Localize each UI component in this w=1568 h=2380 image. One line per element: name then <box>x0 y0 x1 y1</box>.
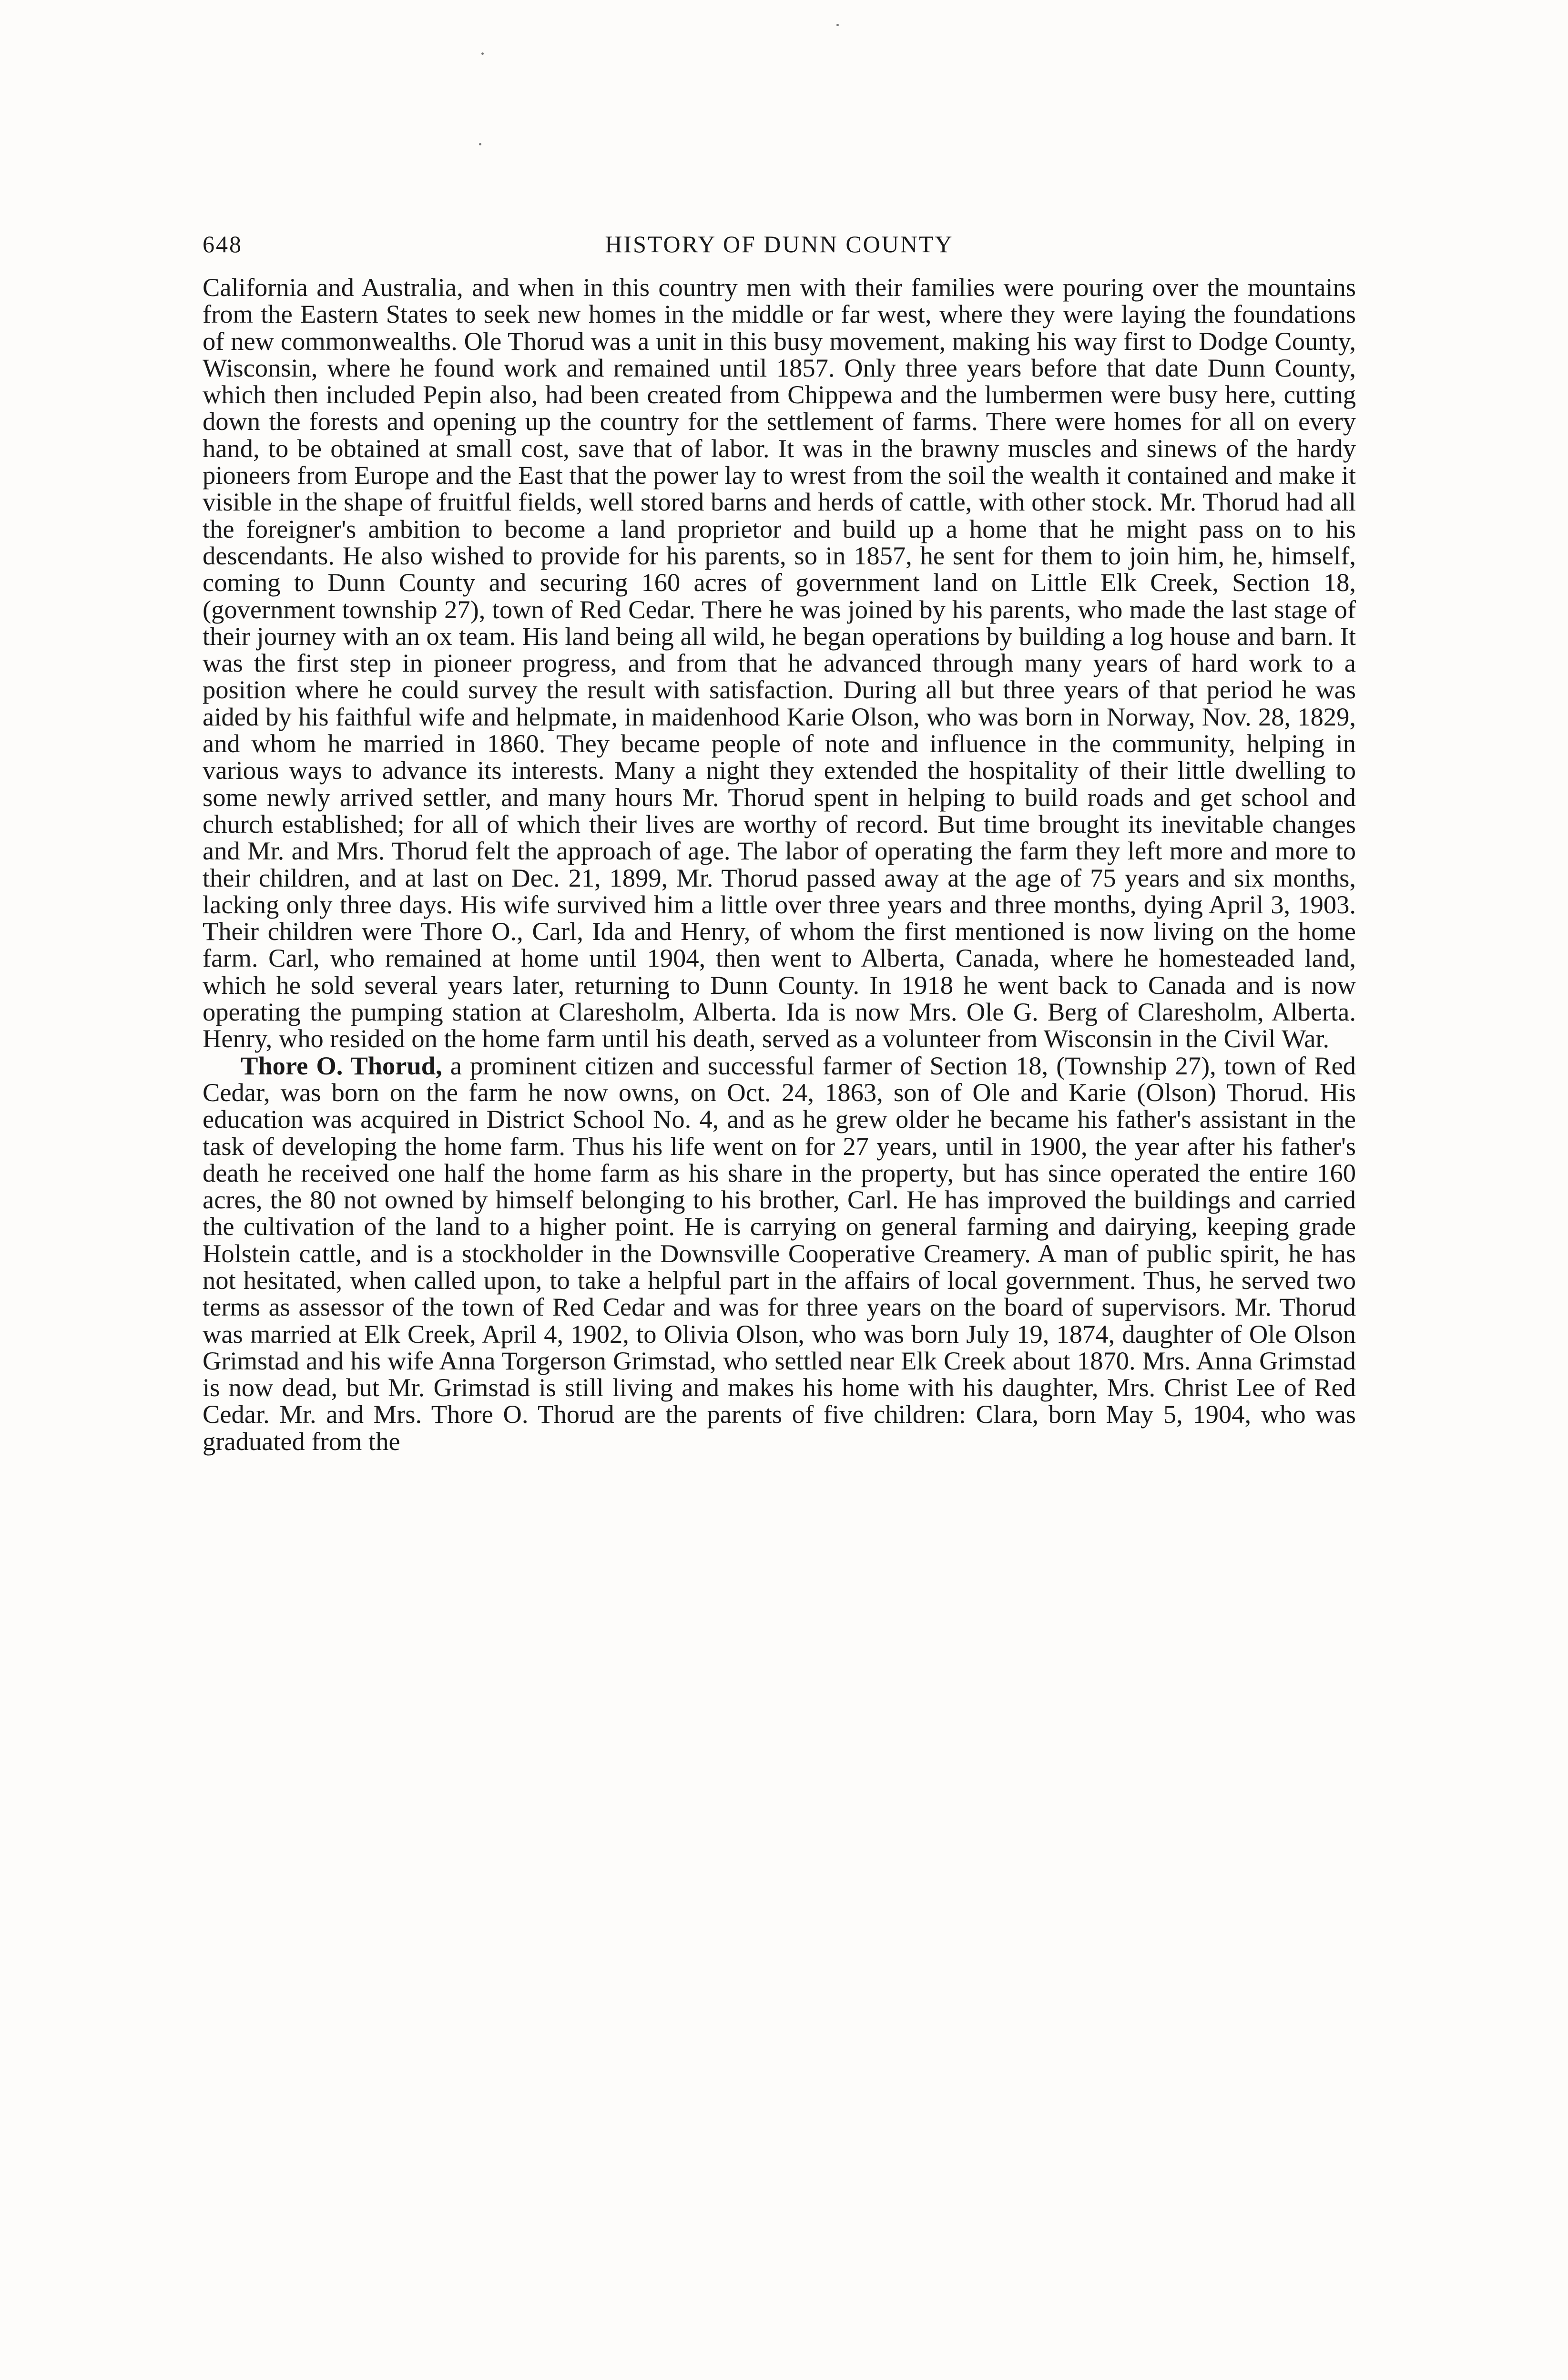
paragraph-thore-thorud <box>203 1052 1356 1455</box>
body-text <box>203 274 1356 1455</box>
page-number: 648 <box>203 231 243 257</box>
book-page <box>203 222 1356 1455</box>
paragraph-thore-thorud-text: a prominent citizen and successful farmer of Section 18, (Township 27), town of Red Cedar, was born on the farm he now owns, on Oct. 24, 1863, son of Ole and Karie (Olson) Thorud. His education was acquired in District School No. 4, and as he grew older he became his father's assistant in the task of developing the home farm. Thus his life went on for 27 years, until in 1900, the year after his father's death he received one half the home farm as his share in the property, but has since operated the entire 160 acres, the 80 not owned by himself belonging to his brother, Carl. He has improved the buildings and carried the cultivation of the land to a higher point. He is carrying on general farming and dairying, keeping grade Holstein cattle, and is a stockholder in the Downsville Cooperative Creamery. A man of public spirit, he has not hesitated, when called upon, to take a helpful part in the affairs of local government. Thus, he served two terms as assessor of the town of Red Cedar and was for three years on the board of supervisors. Mr. Thorud was married at Elk Creek, April 4, 1902, to Olivia Olson, who was born July 19, 1874, daughter of Ole Olson Grimstad and his wife Anna Torgerson Grimstad, who settled near Elk Creek about 1870. Mrs. Anna Grimstad is now dead, but Mr. Grimstad is still living and makes his home with his daughter, Mrs. Christ Lee of Red Cedar. Mr. and Mrs. Thore O. Thorud are the parents of five children: Clara, born May 5, 1904, who was graduated from the <box>203 1051 1356 1456</box>
scan-speck <box>479 143 481 145</box>
scan-speck <box>481 52 484 55</box>
scan-speck <box>836 24 839 26</box>
paragraph-ole-thorud: California and Australia, and when in this country men with their families were pouring over the mountains from the Eastern States to seek new homes in the middle or far west, where they were laying the foundations of new commonwealths. Ole Thorud was a unit in this busy movement, making his way first to Dodge County, Wisconsin, where he found work and remained until 1857. Only three years before that date Dunn County, which then included Pepin also, had been created from Chippewa and the lumbermen were busy here, cutting down the forests and opening up the country for the settlement of farms. There were homes for all on every hand, to be obtained at small cost, save that of labor. It was in the brawny muscles and sinews of the hardy pioneers from Europe and the East that the power lay to wrest from the soil the wealth it contained and make it visible in the shape of fruitful fields, well stored barns and herds of cattle, with other stock. Mr. Thorud had all the foreigner's ambition to become a land proprietor and build up a home that he might pass on to his descendants. He also wished to provide for his parents, so in 1857, he sent for them to join him, he, himself, coming to Dunn County and securing 160 acres of government land on Little Elk Creek, Section 18, (government township 27), town of Red Cedar. There he was joined by his parents, who made the last stage of their journey with an ox team. His land being all wild, he began operations by building a log house and barn. It was the first step in pioneer progress, and from that he advanced through many years of hard work to a position where he could survey the result with satisfaction. During all but three years of that period he was aided by his faithful wife and helpmate, in maidenhood Karie Olson, who was born in Norway, Nov. 28, 1829, and whom he married in 1860. They became people of note and influence in the community, helping in various ways to advance its interests. Many a night they extended the hospitality of their little dwelling to some newly arrived settler, and many hours Mr. Thorud spent in helping to build roads and get school and church established; for all of which their lives are worthy of record. But time brought its inevitable changes and Mr. and Mrs. Thorud felt the approach of age. The labor of operating the farm they left more and more to their children, and at last on Dec. 21, 1899, Mr. Thorud passed away at the age of 75 years and six months, lacking only three days. His wife survived him a little over three years and three months, dying April 3, 1903. Their children were Thore O., Carl, Ida and Henry, of whom the first mentioned is now living on the home farm. Carl, who remained at home until 1904, then went to Alberta, Canada, where he homesteaded land, which he sold several years later, returning to Dunn County. In 1918 he went back to Canada and is now operating the pumping station at Claresholm, Alberta. Ida is now Mrs. Ole G. Berg of Claresholm, Alberta. Henry, who resided on the home farm until his death, served as a volunteer from Wisconsin in the Civil War. <box>203 273 1356 1053</box>
page-header <box>203 222 1356 274</box>
biography-name: Thore O. Thorud, <box>241 1051 442 1080</box>
running-head: HISTORY OF DUNN COUNTY <box>605 231 954 257</box>
